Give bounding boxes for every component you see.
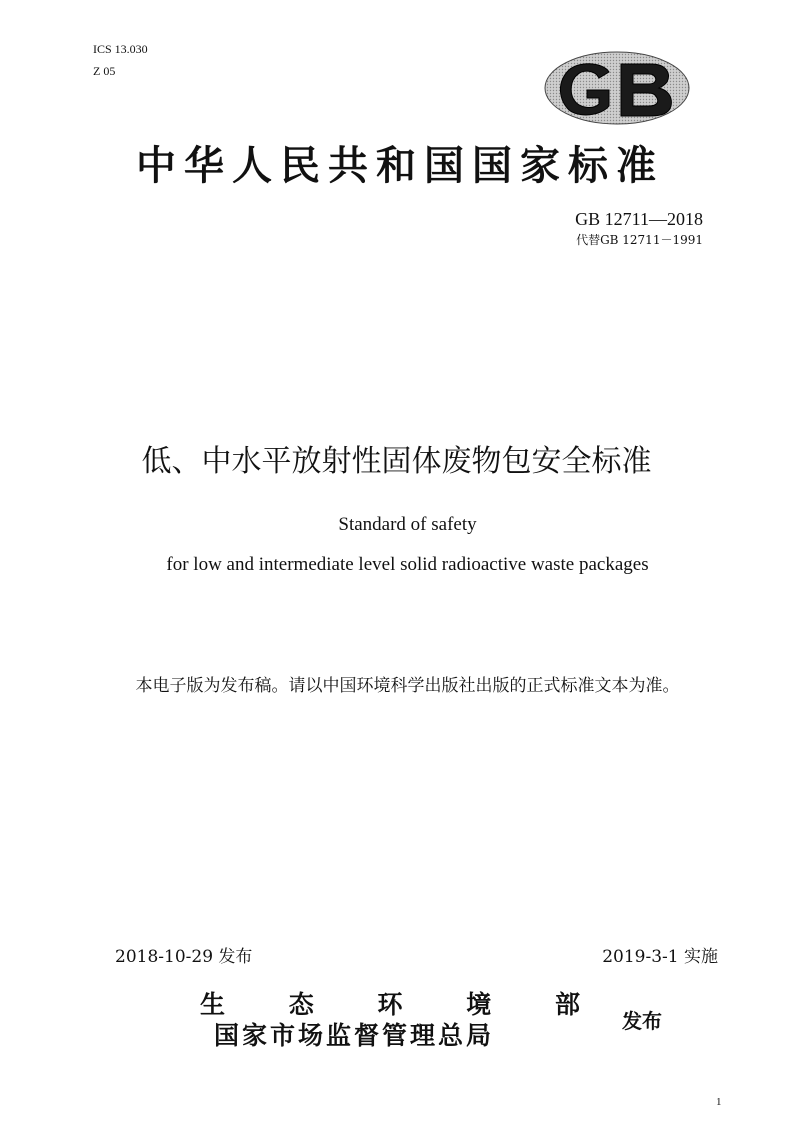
issuer-char: 生 [200,990,226,1019]
issuer-char: 部 [554,990,580,1019]
gb-logo [543,50,691,126]
ics-code: ICS 13.030 [93,42,148,56]
edition-notice: 本电子版为发布稿。请以中国环境科学出版社出版的正式标准文本为准。 [135,676,680,696]
replaces-standard: 代替GB 12711－1991 [576,233,703,247]
national-standard-title: 中华人民共和国国家标准 [136,142,664,189]
issuer-char: 态 [288,990,314,1019]
issuer-char: 环 [377,990,403,1019]
divider [93,202,703,203]
classification-code: Z 05 [93,64,116,78]
document-title-chinese: 低、中水平放射性固体废物包安全标准 [141,444,652,479]
issuer-administration: 国家市场监督管理总局 [214,1021,495,1050]
document-title-english-line2: for low and intermediate level solid radioactive waste packages [166,554,649,575]
page-number: 1 [716,1096,722,1108]
implementation-date: 2019-3-1 实施 [602,947,718,967]
standard-number: GB 12711—2018 [575,209,703,229]
issuer-ministry [200,990,580,1020]
issuer-char: 境 [466,990,492,1019]
document-title-english-line1: Standard of safety [338,514,477,535]
publish-label: 发布 [622,1009,662,1033]
issue-date: 2018-10-29 发布 [115,947,253,967]
